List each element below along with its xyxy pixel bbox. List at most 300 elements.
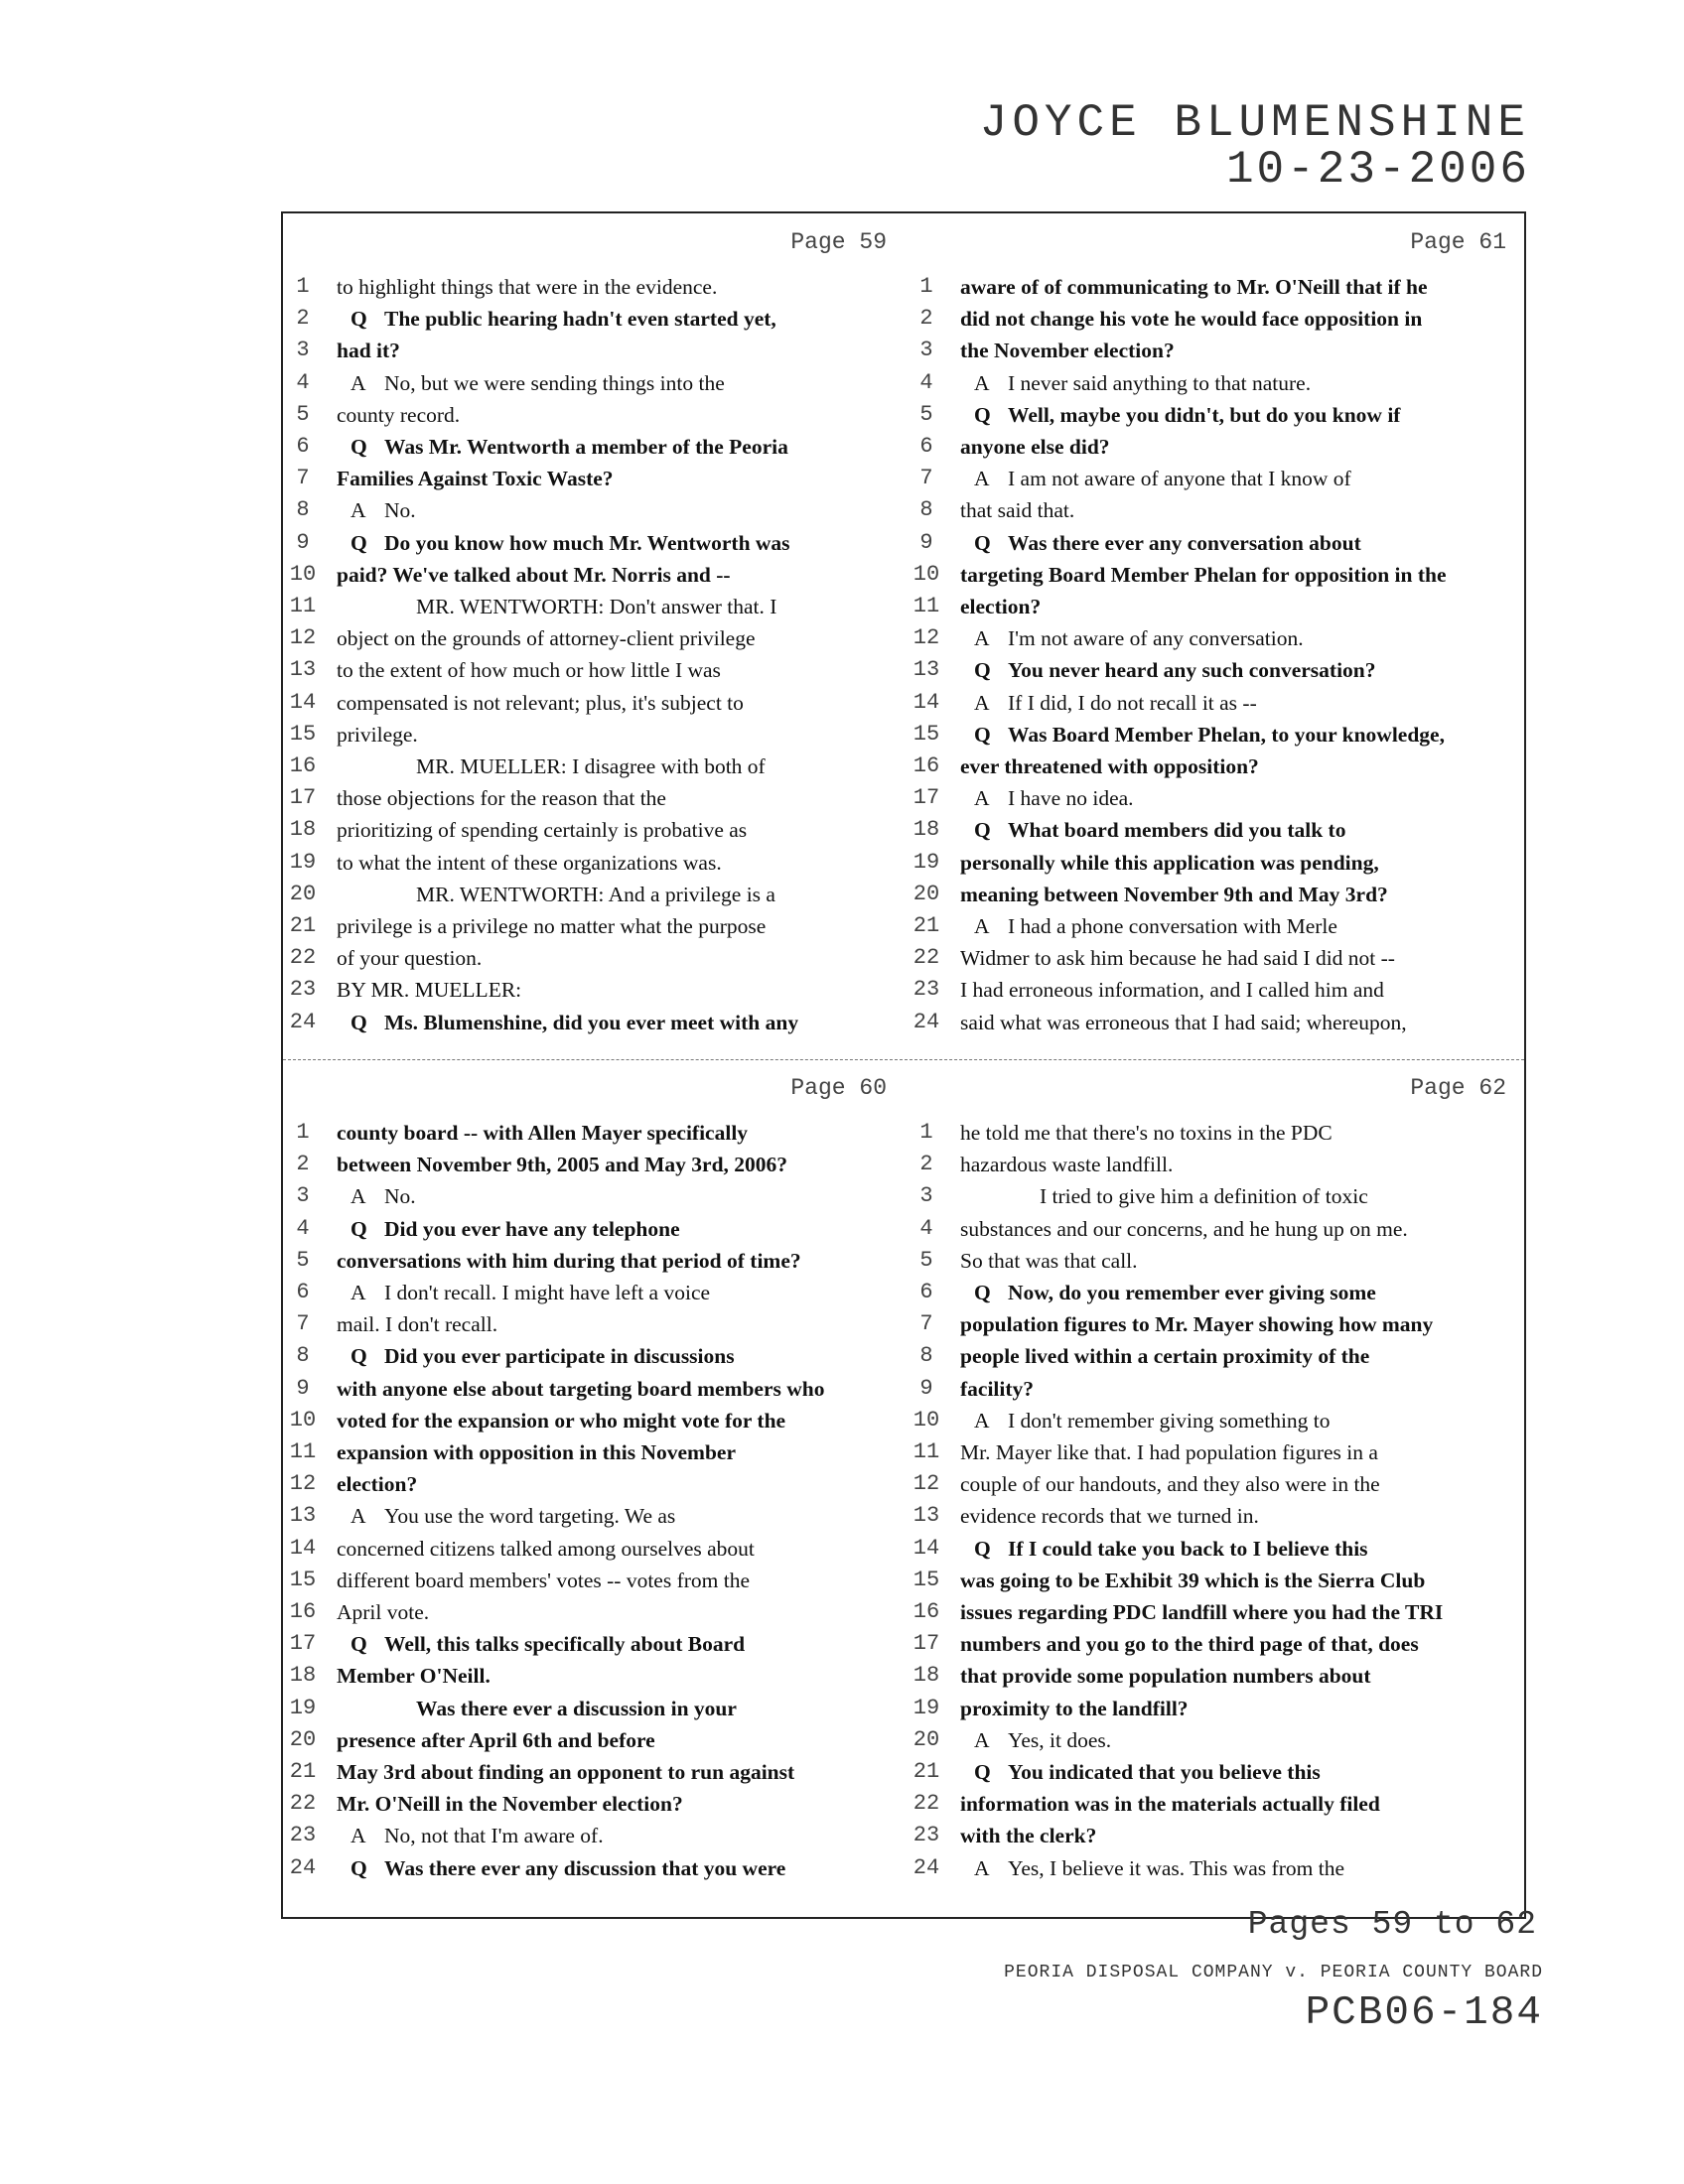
line-text-block	[960, 622, 1304, 654]
line-text-block	[337, 494, 416, 526]
line-text: I have no idea.	[1008, 786, 1134, 811]
line-text: issues regarding PDC landfill where you had the TRI	[960, 1600, 1444, 1624]
line-text: If I did, I do not recall it as --	[1008, 690, 1257, 715]
question-marker: Q	[351, 1344, 367, 1369]
question-marker: Q	[974, 722, 991, 747]
line-text: election?	[960, 595, 1042, 618]
line-number: 23	[289, 977, 317, 1003]
line-text-block	[337, 1788, 683, 1820]
line-text-block	[337, 687, 744, 719]
line-text: population figures to Mr. Mayer showing how many	[960, 1312, 1434, 1337]
line-text: of your question.	[337, 946, 483, 971]
line-text: meaning between November 9th and May 3rd?	[960, 882, 1388, 906]
line-text: with the clerk?	[960, 1824, 1097, 1848]
line-number: 9	[919, 1375, 933, 1401]
line-number: 15	[912, 1567, 940, 1592]
answer-marker: A	[974, 626, 990, 651]
line-number: 17	[912, 785, 940, 811]
line-text: election?	[337, 1472, 418, 1497]
line-text-block	[337, 1596, 429, 1628]
line-text: targeting Board Member Phelan for opposition in the	[960, 562, 1447, 587]
line-text: privilege is a privilege no matter what the purpose	[337, 914, 767, 938]
line-number: 12	[912, 1471, 940, 1497]
line-text-block	[337, 879, 775, 910]
line-text-block	[337, 1117, 748, 1149]
line-text: that provide some population numbers about	[960, 1664, 1371, 1689]
line-number: 24	[912, 1009, 940, 1034]
line-text-block	[337, 1180, 416, 1212]
line-text: concerned citizens talked among ourselves about	[337, 1536, 755, 1561]
line-text: I tried to give him a definition of toxic	[1040, 1184, 1368, 1209]
line-text-block	[960, 1852, 1344, 1884]
question-marker: Q	[974, 1536, 991, 1561]
line-text: Did you ever have any telephone	[384, 1216, 680, 1241]
line-text: Was there ever any discussion that you were	[384, 1855, 786, 1880]
answer-marker: A	[974, 1408, 990, 1433]
line-text: privilege.	[337, 722, 418, 747]
line-number: 4	[919, 1215, 933, 1241]
line-number: 10	[912, 561, 940, 587]
answer-marker: A	[351, 1184, 366, 1209]
line-text-block	[337, 1340, 735, 1372]
line-text: conversations with him during that period of time?	[337, 1248, 801, 1273]
question-marker: Q	[351, 307, 367, 332]
line-text: I don't recall. I might have left a voice	[384, 1281, 711, 1304]
line-number: 21	[912, 1759, 940, 1784]
line-number: 13	[912, 1503, 940, 1529]
line-number: 18	[912, 1663, 940, 1689]
line-text: Was there ever a discussion in your	[416, 1696, 737, 1720]
answer-marker: A	[974, 914, 990, 938]
line-text: Was Board Member Phelan, to your knowledge,	[1008, 722, 1445, 747]
line-text-block	[960, 335, 1175, 366]
line-number: 11	[289, 594, 317, 618]
answer-marker: A	[974, 690, 990, 715]
line-text-block	[337, 1245, 801, 1277]
line-text-block	[960, 782, 1134, 814]
line-text: information was in the materials actually filed	[960, 1792, 1380, 1817]
line-text: MR. MUELLER: I disagree with both of	[416, 754, 766, 778]
pages-range: Pages 59 to 62	[1247, 1906, 1537, 1943]
line-text-block	[960, 1565, 1425, 1596]
line-text: compensated is not relevant; plus, it's subject to	[337, 690, 744, 715]
answer-marker: A	[351, 1824, 366, 1848]
line-text: Was Mr. Wentworth a member of the Peoria	[384, 435, 788, 459]
answer-marker: A	[351, 498, 366, 523]
line-text-block	[337, 271, 717, 303]
line-number: 9	[296, 529, 310, 555]
line-text: couple of our handouts, and they also were in the	[960, 1472, 1380, 1497]
line-number: 17	[289, 1631, 317, 1657]
line-text: that said that.	[960, 498, 1075, 523]
line-number: 3	[296, 338, 310, 363]
transcript-frame	[281, 211, 1526, 1919]
line-text: If I could take you back to I believe this	[1008, 1536, 1368, 1561]
line-text: mail. I don't recall.	[337, 1312, 498, 1337]
page-number: Page 61	[1410, 229, 1506, 255]
answer-marker: A	[974, 467, 990, 491]
line-text: The public hearing hadn't even started yet,	[384, 307, 776, 332]
line-number: 17	[912, 1631, 940, 1657]
line-text-block	[337, 719, 418, 751]
line-number: 22	[912, 945, 940, 971]
line-text-block	[960, 527, 1361, 559]
line-number: 11	[912, 594, 940, 618]
line-text-block	[960, 1308, 1433, 1340]
line-number: 23	[912, 977, 940, 1003]
line-number: 2	[919, 1152, 933, 1177]
line-text-block	[960, 399, 1400, 431]
answer-marker: A	[351, 1504, 366, 1529]
line-text: Well, this talks specifically about Board	[384, 1632, 746, 1657]
line-text-block	[337, 942, 482, 974]
line-number: 2	[296, 306, 310, 332]
line-number: 14	[289, 1535, 317, 1561]
line-text-block	[337, 1660, 491, 1692]
line-number: 10	[289, 1407, 317, 1433]
line-text: I am not aware of anyone that I know of	[1008, 467, 1351, 491]
line-text: Did you ever participate in discussions	[384, 1344, 735, 1369]
answer-marker: A	[351, 370, 366, 395]
line-text-block	[960, 1340, 1369, 1372]
line-text-block	[337, 1468, 417, 1500]
line-number: 15	[289, 1567, 317, 1592]
line-text-block	[960, 1693, 1189, 1724]
line-number: 5	[919, 1247, 933, 1273]
line-number: 13	[289, 657, 317, 683]
question-marker: Q	[351, 1010, 367, 1034]
line-text: Widmer to ask him because he had said I did not --	[960, 946, 1395, 971]
line-text-block	[337, 1308, 497, 1340]
line-text-block	[337, 1373, 825, 1405]
line-text-block	[960, 1500, 1259, 1532]
page-panel-60	[283, 1059, 907, 1919]
line-text-block	[960, 751, 1259, 782]
line-text-block	[960, 847, 1379, 879]
line-text: evidence records that we turned in.	[960, 1504, 1259, 1529]
answer-marker: A	[974, 786, 990, 811]
line-text-block	[960, 431, 1110, 463]
line-number: 19	[912, 1695, 940, 1720]
line-number: 13	[289, 1503, 317, 1529]
line-text-block	[960, 1007, 1407, 1038]
line-text: numbers and you go to the third page of that, does	[960, 1632, 1419, 1657]
line-text: No, but we were sending things into the	[384, 370, 725, 395]
line-text-block	[960, 942, 1395, 974]
page-number: Page 60	[790, 1075, 887, 1101]
line-number: 15	[912, 721, 940, 747]
line-text: Mr. O'Neill in the November election?	[337, 1792, 683, 1817]
line-text-block	[960, 1149, 1173, 1180]
deposition-date: 10-23-2006	[1225, 144, 1530, 196]
line-text-block	[337, 1277, 710, 1308]
line-text: said what was erroneous that I had said; whereupon,	[960, 1010, 1407, 1034]
question-marker: Q	[974, 818, 991, 843]
line-number: 14	[912, 1535, 940, 1561]
line-number: 23	[912, 1823, 940, 1848]
line-text: Now, do you remember ever giving some	[1008, 1281, 1376, 1304]
line-text: paid? We've talked about Mr. Norris and --	[337, 562, 731, 587]
line-number: 21	[912, 913, 940, 938]
line-text: facility?	[960, 1376, 1035, 1401]
line-number: 21	[289, 1759, 317, 1784]
line-number: 4	[296, 369, 310, 395]
line-number: 5	[296, 1247, 310, 1273]
line-number: 22	[289, 1791, 317, 1817]
line-number: 3	[919, 338, 933, 363]
line-text-block	[960, 974, 1384, 1006]
page-panel-61	[907, 213, 1526, 1059]
line-number: 2	[919, 306, 933, 332]
line-text: presence after April 6th and before	[337, 1727, 655, 1752]
question-marker: Q	[351, 1216, 367, 1241]
line-text-block	[960, 1820, 1096, 1851]
line-text: different board members' votes -- votes from the	[337, 1568, 751, 1592]
line-text: No.	[384, 1184, 416, 1209]
line-text-block	[337, 1436, 736, 1468]
line-text: You never heard any such conversation?	[1008, 658, 1376, 683]
question-marker: Q	[974, 1281, 991, 1304]
line-text-block	[337, 527, 790, 559]
line-text-block	[337, 1820, 604, 1851]
line-text: proximity to the landfill?	[960, 1696, 1189, 1720]
line-text: I never said anything to that nature.	[1008, 370, 1312, 395]
line-text-block	[337, 1565, 750, 1596]
line-text-block	[960, 1180, 1368, 1212]
line-text-block	[337, 303, 776, 335]
line-text-block	[960, 1628, 1419, 1660]
line-number: 19	[289, 849, 317, 875]
page-panel-62	[907, 1059, 1526, 1919]
line-text: people lived within a certain proximity of the	[960, 1344, 1370, 1369]
line-number: 8	[919, 497, 933, 523]
line-number: 20	[289, 1726, 317, 1752]
page-number: Page 62	[1410, 1075, 1506, 1101]
line-number: 21	[289, 913, 317, 938]
line-number: 12	[289, 1471, 317, 1497]
line-text: May 3rd about finding an opponent to run against	[337, 1760, 795, 1784]
line-number: 19	[912, 849, 940, 875]
line-text: Was there ever any conversation about	[1008, 530, 1361, 555]
line-number: 7	[919, 466, 933, 491]
line-text: hazardous waste landfill.	[960, 1153, 1174, 1177]
line-text-block	[337, 559, 731, 591]
line-text: April vote.	[337, 1600, 430, 1624]
line-text-block	[337, 974, 521, 1006]
line-number: 3	[919, 1183, 933, 1209]
question-marker: Q	[974, 1760, 991, 1784]
line-text-block	[337, 591, 776, 622]
line-text-block	[337, 1405, 785, 1436]
line-number: 23	[289, 1823, 317, 1848]
line-text-block	[960, 1533, 1368, 1565]
line-text-block	[960, 1213, 1408, 1245]
line-number: 18	[912, 817, 940, 843]
line-number: 20	[912, 881, 940, 906]
line-number: 7	[296, 1311, 310, 1337]
line-number: 19	[289, 1695, 317, 1720]
line-number: 10	[912, 1407, 940, 1433]
line-text-block	[337, 399, 460, 431]
line-text: to highlight things that were in the evidence.	[337, 275, 718, 299]
line-text-block	[960, 1436, 1378, 1468]
line-text: I'm not aware of any conversation.	[1008, 626, 1304, 651]
line-text: ever threatened with opposition?	[960, 754, 1259, 778]
line-number: 14	[912, 689, 940, 715]
line-text: object on the grounds of attorney-client privilege	[337, 626, 756, 651]
line-text-block	[337, 1724, 655, 1756]
line-number: 12	[289, 625, 317, 651]
line-number: 1	[296, 1120, 310, 1145]
line-text: between November 9th, 2005 and May 3rd, 2006?	[337, 1153, 788, 1177]
page-number: Page 59	[790, 229, 887, 255]
case-title: PEORIA DISPOSAL COMPANY v. PEORIA COUNTY BOARD	[1004, 1963, 1543, 1982]
docket-number: PCB06-184	[1305, 1990, 1543, 2036]
line-number: 3	[296, 1183, 310, 1209]
line-text-block	[337, 847, 722, 879]
line-text: substances and our concerns, and he hung up on me.	[960, 1216, 1408, 1241]
line-number: 16	[289, 1599, 317, 1624]
line-text-block	[337, 814, 747, 846]
line-number: 4	[296, 1215, 310, 1241]
question-marker: Q	[351, 435, 367, 459]
question-marker: Q	[974, 530, 991, 555]
line-text: MR. WENTWORTH: And a privilege is a	[416, 882, 775, 906]
line-number: 1	[919, 1120, 933, 1145]
line-text-block	[960, 1756, 1321, 1788]
line-number: 11	[289, 1439, 317, 1464]
line-text-block	[960, 303, 1422, 335]
line-number: 16	[912, 1599, 940, 1624]
line-number: 22	[289, 945, 317, 971]
line-text-block	[337, 1007, 798, 1038]
line-text: had it?	[337, 339, 400, 363]
answer-marker: A	[974, 370, 990, 395]
line-number: 8	[296, 1343, 310, 1369]
line-text-block	[960, 591, 1041, 622]
line-number: 10	[289, 561, 317, 587]
line-text: the November election?	[960, 339, 1175, 363]
line-number: 17	[289, 785, 317, 811]
line-text-block	[337, 1500, 675, 1532]
line-number: 15	[289, 721, 317, 747]
line-text: was going to be Exhibit 39 which is the Sierra Club	[960, 1568, 1426, 1592]
line-number: 6	[296, 434, 310, 459]
line-number: 24	[912, 1854, 940, 1880]
line-text-block	[960, 1277, 1376, 1308]
line-text: No, not that I'm aware of.	[384, 1824, 604, 1848]
line-text-block	[337, 782, 666, 814]
line-text-block	[960, 719, 1445, 751]
line-number: 22	[912, 1791, 940, 1817]
line-number: 12	[912, 625, 940, 651]
line-text-block	[960, 687, 1257, 719]
line-text-block	[337, 751, 766, 782]
answer-marker: A	[974, 1855, 990, 1880]
line-text: those objections for the reason that the	[337, 786, 666, 811]
line-text: Well, maybe you didn't, but do you know if	[1008, 402, 1401, 427]
line-number: 5	[919, 401, 933, 427]
line-text: Yes, it does.	[1008, 1727, 1112, 1752]
line-number: 6	[919, 1280, 933, 1304]
line-text: with anyone else about targeting board members who	[337, 1376, 825, 1401]
line-text: You use the word targeting. We as	[384, 1504, 676, 1529]
line-text-block	[337, 335, 400, 366]
line-number: 6	[919, 434, 933, 459]
answer-marker: A	[974, 1727, 990, 1752]
line-text: So that was that call.	[960, 1248, 1138, 1273]
line-text-block	[337, 1628, 745, 1660]
line-text: You indicated that you believe this	[1008, 1760, 1321, 1784]
line-text-block	[960, 1468, 1380, 1500]
line-text-block	[960, 1405, 1331, 1436]
line-number: 1	[919, 274, 933, 299]
line-text: county board -- with Allen Mayer specifically	[337, 1121, 749, 1145]
question-marker: Q	[974, 402, 991, 427]
line-number: 18	[289, 1663, 317, 1689]
line-text-block	[960, 367, 1311, 399]
line-text-block	[960, 1373, 1034, 1405]
line-number: 5	[296, 401, 310, 427]
line-text-block	[960, 1245, 1138, 1277]
line-text-block	[337, 1213, 680, 1245]
line-text-block	[960, 1724, 1111, 1756]
line-text: BY MR. MUELLER:	[337, 978, 522, 1003]
question-marker: Q	[351, 530, 367, 555]
line-text-block	[337, 1533, 755, 1565]
line-text: I had erroneous information, and I called him and	[960, 978, 1384, 1003]
line-text: No.	[384, 498, 416, 523]
line-number: 9	[919, 529, 933, 555]
line-text: personally while this application was pending,	[960, 850, 1379, 875]
line-number: 16	[289, 753, 317, 778]
line-text-block	[337, 654, 721, 686]
line-text: he told me that there's no toxins in the PDC	[960, 1121, 1333, 1145]
line-number: 24	[289, 1009, 317, 1034]
line-text-block	[337, 910, 766, 942]
line-text-block	[960, 463, 1351, 494]
line-text: anyone else did?	[960, 435, 1110, 459]
line-number: 20	[289, 881, 317, 906]
line-text-block	[960, 271, 1428, 303]
line-text: Families Against Toxic Waste?	[337, 467, 614, 491]
line-text-block	[960, 1596, 1443, 1628]
line-text: voted for the expansion or who might vote for the	[337, 1408, 786, 1433]
line-text-block	[960, 1117, 1333, 1149]
line-number: 18	[289, 817, 317, 843]
line-text-block	[960, 654, 1376, 686]
line-number: 7	[296, 466, 310, 491]
line-number: 24	[289, 1854, 317, 1880]
line-text: Member O'Neill.	[337, 1664, 491, 1689]
line-text-block	[337, 622, 756, 654]
line-text-block	[960, 559, 1447, 591]
line-text-block	[337, 463, 614, 494]
question-marker: Q	[974, 658, 991, 683]
line-text: to the extent of how much or how little I was	[337, 658, 721, 683]
line-text: What board members did you talk to	[1008, 818, 1346, 843]
line-text-block	[960, 1788, 1380, 1820]
line-number: 8	[296, 497, 310, 523]
question-marker: Q	[351, 1632, 367, 1657]
line-text: Ms. Blumenshine, did you ever meet with any	[384, 1010, 799, 1034]
line-text-block	[960, 494, 1074, 526]
line-text: prioritizing of spending certainly is probative as	[337, 818, 748, 843]
line-text: I had a phone conversation with Merle	[1008, 914, 1337, 938]
line-text: aware of of communicating to Mr. O'Neill that if he	[960, 275, 1428, 299]
line-text: to what the intent of these organizations was.	[337, 850, 722, 875]
line-number: 9	[296, 1375, 310, 1401]
